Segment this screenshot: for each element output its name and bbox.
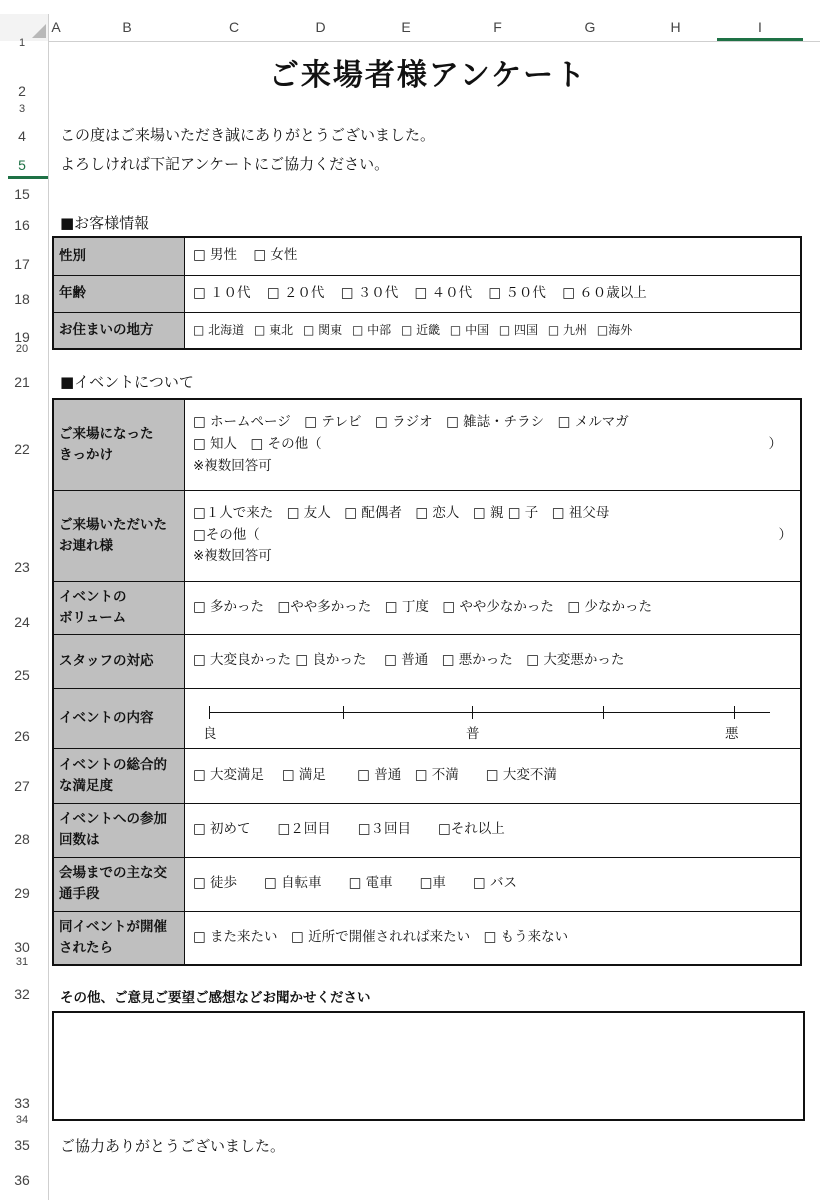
gender-label: 性別 <box>53 237 185 275</box>
q-transport-label-line: 通手段 <box>59 886 100 902</box>
q-transport-label <box>53 857 185 911</box>
q-return-label-line: 同イベントが開催 <box>59 918 167 935</box>
row-number[interactable]: 32 <box>14 986 30 1002</box>
event-questions-table <box>52 398 802 966</box>
q-companion-options-line[interactable]: □１人で来た □ 友人 □ 配偶者 □ 恋人 □ 親 □ 子 □ 祖父母 <box>193 505 610 522</box>
q-trigger-label <box>53 399 185 490</box>
row-number[interactable]: 2 <box>18 83 26 99</box>
scale-axis <box>209 712 770 713</box>
q-volume-label-line: イベントの <box>59 588 127 605</box>
region-option[interactable]: □ 中国 <box>449 322 490 337</box>
age-option[interactable]: □ ４０代 <box>414 284 473 301</box>
closing-text: ご協力ありがとうございました。 <box>60 1137 286 1155</box>
row-number[interactable]: 36 <box>14 1172 30 1188</box>
row-number[interactable]: 3 <box>18 103 26 115</box>
q-satisfaction-label <box>53 748 185 803</box>
q-return-options[interactable]: □ また来たい □ 近所で開催されれば来たい □ もう来ない <box>185 911 802 965</box>
age-label: 年齢 <box>53 275 185 312</box>
q-companion-close-paren: ） <box>778 526 792 543</box>
row-number[interactable]: 25 <box>14 667 30 683</box>
scale-tick <box>472 706 473 719</box>
q-companion-note: ※複数回答可 <box>193 548 272 565</box>
q-companion-options-line[interactable]: □その他（ <box>193 526 260 543</box>
column-header-b[interactable]: B <box>122 19 132 35</box>
scale-tick <box>209 706 210 719</box>
row-number[interactable]: 29 <box>14 885 30 901</box>
content-rating-scale[interactable] <box>185 690 800 746</box>
age-option[interactable]: □ ２０代 <box>266 284 325 301</box>
gender-option[interactable]: □ 女性 <box>253 247 298 264</box>
column-header-i[interactable]: I <box>758 19 762 35</box>
intro-line-2: よろしければ下記アンケートにご協力ください。 <box>60 155 390 173</box>
row-number[interactable]: 26 <box>14 728 30 744</box>
row-number[interactable]: 16 <box>14 217 30 233</box>
event-section-heading: ■イベントについて <box>60 373 194 391</box>
q-return-label <box>53 911 185 965</box>
region-options <box>185 312 802 349</box>
q-transport-label-line: 会場までの主な交 <box>59 865 167 882</box>
q-visits-label-line: イベントへの参加 <box>59 811 167 828</box>
region-option[interactable]: □ 中部 <box>351 322 392 337</box>
q-companion-label <box>53 490 185 581</box>
row-number[interactable]: 15 <box>14 186 30 202</box>
row-number[interactable]: 17 <box>14 256 30 272</box>
row-numbers <box>0 37 48 1200</box>
row-number[interactable]: 34 <box>15 1114 29 1126</box>
q-trigger-options-line[interactable]: □ ホームページ □ テレビ □ ラジオ □ 雑誌・チラシ □ メルマガ <box>193 414 629 431</box>
row-number[interactable]: 28 <box>14 831 30 847</box>
q-companion-label-line: ご来場いただいた <box>59 516 167 533</box>
row-number[interactable]: 1 <box>18 37 26 49</box>
age-option[interactable]: □ ６０歳以上 <box>562 284 647 301</box>
row-number[interactable]: 30 <box>14 939 30 955</box>
row-number[interactable]: 33 <box>14 1095 30 1111</box>
row-number-selected[interactable]: 5 <box>18 157 26 173</box>
q-visits-label <box>53 803 185 857</box>
column-header-bar <box>0 0 820 42</box>
q-volume-label <box>53 581 185 634</box>
q-visits-options[interactable]: □ 初めて □２回目 □３回目 □それ以上 <box>185 803 802 857</box>
row-number[interactable]: 19 <box>14 329 30 345</box>
column-header-h[interactable]: H <box>670 19 681 35</box>
row-number[interactable]: 22 <box>14 441 30 457</box>
q-satisfaction-label-line: イベントの総合的 <box>59 756 167 773</box>
intro-line-1: この度はご来場いただき誠にありがとうございました。 <box>60 126 436 144</box>
age-option[interactable]: □ ３０代 <box>340 284 399 301</box>
row-number[interactable]: 35 <box>14 1137 30 1153</box>
region-option[interactable]: □ 近畿 <box>400 322 441 337</box>
age-option[interactable]: □ １０代 <box>193 284 251 301</box>
q-volume-label-line: ボリューム <box>59 609 127 626</box>
q-content-scale-cell <box>185 688 802 748</box>
region-option[interactable]: □ 関東 <box>302 322 343 337</box>
column-header-f[interactable]: F <box>493 19 502 35</box>
region-option[interactable]: □海外 <box>596 322 633 337</box>
q-trigger-options-line[interactable]: □ 知人 □ その他（ <box>193 435 322 452</box>
q-companion-label-line: お連れ様 <box>59 537 113 554</box>
age-option[interactable]: □ ５０代 <box>488 284 546 301</box>
row-number[interactable]: 27 <box>14 778 30 794</box>
row-number[interactable]: 18 <box>14 291 30 307</box>
age-options <box>185 275 802 312</box>
region-option[interactable]: □ 東北 <box>253 322 294 337</box>
gender-options <box>185 237 802 275</box>
q-content-label: イベントの内容 <box>53 688 185 748</box>
scale-label-average: 普 <box>466 726 480 742</box>
comments-box[interactable] <box>52 1011 805 1121</box>
region-option[interactable]: □ 四国 <box>498 322 539 337</box>
region-option[interactable]: □ 北海道 <box>193 322 245 337</box>
scale-label-good: 良 <box>203 726 217 742</box>
column-header-e[interactable]: E <box>401 19 411 35</box>
q-trigger-note: ※複数回答可 <box>193 457 272 474</box>
scale-tick <box>603 706 604 719</box>
row-number[interactable]: 31 <box>15 956 29 968</box>
q-return-label-line: されたら <box>59 939 113 956</box>
customer-info-table <box>52 236 802 350</box>
column-i-selection-indicator <box>717 14 803 41</box>
column-header-g[interactable]: G <box>584 19 596 35</box>
q-trigger-label-line: きっかけ <box>59 446 113 463</box>
column-header-c[interactable]: C <box>228 19 240 35</box>
page-title: ご来場者様アンケート <box>268 58 588 93</box>
q-visits-label-line: 回数は <box>59 832 100 848</box>
q-transport-options[interactable]: □ 徒歩 □ 自転車 □ 電車 □車 □ バス <box>185 857 802 911</box>
column-header-a[interactable]: A <box>51 19 61 35</box>
scale-label-bad: 悪 <box>725 726 739 742</box>
select-all-triangle-icon <box>32 24 46 38</box>
region-option[interactable]: □ 九州 <box>547 322 588 337</box>
scale-tick <box>343 706 344 719</box>
region-label: お住まいの地方 <box>53 312 185 349</box>
q-staff-label: スタッフの対応 <box>53 634 185 688</box>
row-number[interactable]: 4 <box>18 128 26 144</box>
customer-section-heading: ■お客様情報 <box>60 214 150 232</box>
scale-tick <box>734 706 735 719</box>
q-trigger-close-paren: ） <box>768 436 782 452</box>
row-number[interactable]: 20 <box>15 343 29 355</box>
q-trigger-label-line: ご来場になった <box>59 425 154 442</box>
q-satisfaction-options[interactable]: □ 大変満足 □ 満足 □ 普通 □ 不満 □ 大変不満 <box>185 748 802 803</box>
column-header-d[interactable]: D <box>315 19 326 35</box>
q-trigger-options <box>185 399 802 490</box>
row-number[interactable]: 23 <box>14 559 30 575</box>
comments-heading: その他、ご意見ご要望ご感想などお聞かせください <box>60 990 371 1006</box>
row-number[interactable]: 24 <box>14 614 30 630</box>
q-satisfaction-label-line: な満足度 <box>59 777 113 794</box>
q-companion-options <box>185 490 802 581</box>
q-staff-options[interactable]: □ 大変良かった □ 良かった □ 普通 □ 悪かった □ 大変悪かった <box>185 634 802 688</box>
row-number[interactable]: 21 <box>14 374 30 390</box>
q-volume-options[interactable]: □ 多かった □やや多かった □ 丁度 □ やや少なかった □ 少なかった <box>185 581 802 634</box>
row-5-selection-indicator <box>8 176 48 179</box>
gender-option[interactable]: □ 男性 <box>193 247 238 264</box>
